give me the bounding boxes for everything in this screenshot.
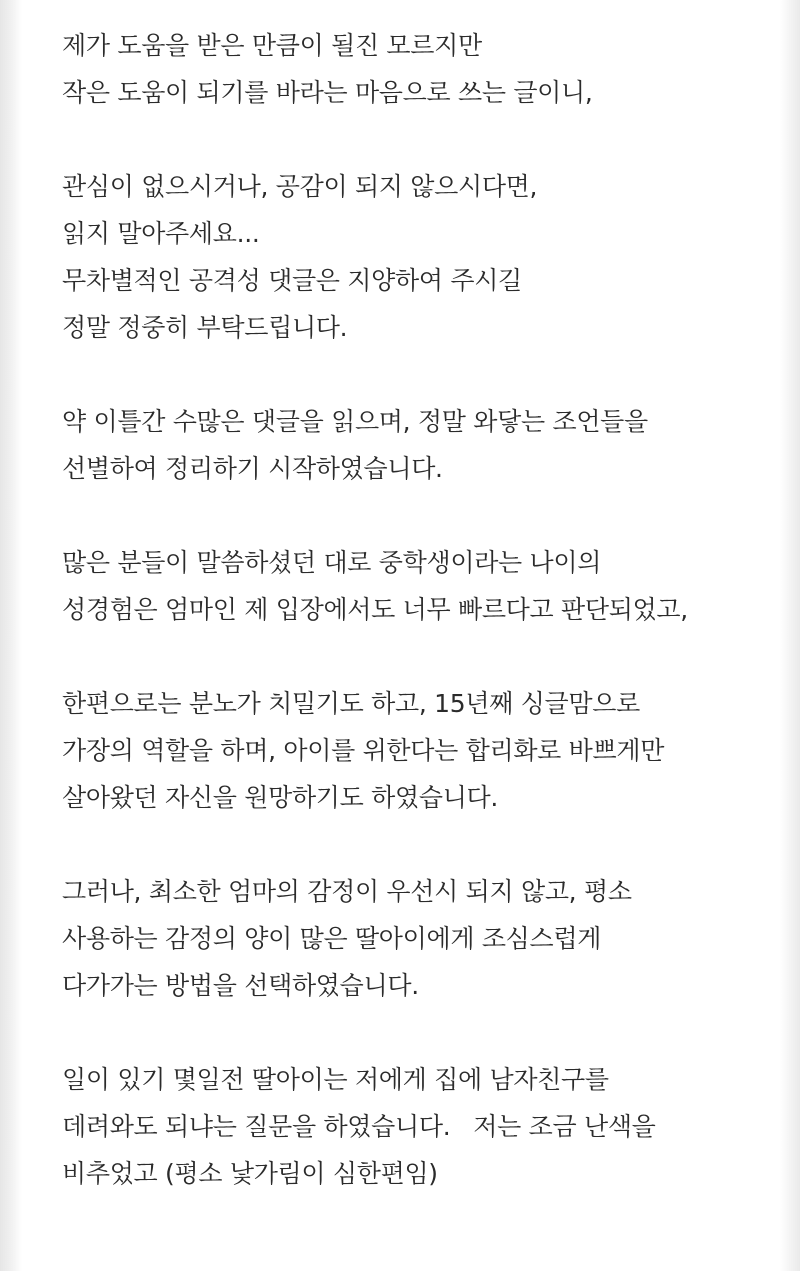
paragraph-spacer bbox=[62, 633, 782, 680]
paragraph bbox=[62, 868, 782, 1009]
text-line: 한편으로는 분노가 치밀기도 하고, 15년째 싱글맘으로 bbox=[62, 689, 640, 718]
paragraph-spacer bbox=[62, 492, 782, 539]
paragraph bbox=[62, 22, 782, 116]
text-line: 가장의 역할을 하며, 아이를 위한다는 합리화로 바쁘게만 bbox=[62, 736, 665, 765]
paragraph bbox=[62, 163, 782, 351]
text-line: 읽지 말아주세요... bbox=[62, 219, 260, 248]
paragraph bbox=[62, 539, 782, 633]
text-line: 데려와도 되냐는 질문을 하였습니다. 저는 조금 난색을 bbox=[62, 1112, 656, 1141]
page-edge-left bbox=[0, 0, 22, 1271]
paragraph-spacer bbox=[62, 351, 782, 398]
text-line: 일이 있기 몇일전 딸아이는 저에게 집에 남자친구를 bbox=[62, 1065, 609, 1094]
text-line: 다가가는 방법을 선택하였습니다. bbox=[62, 971, 419, 1000]
paragraph-spacer bbox=[62, 1009, 782, 1056]
text-line: 그러나, 최소한 엄마의 감정이 우선시 되지 않고, 평소 bbox=[62, 877, 632, 906]
text-line: 사용하는 감정의 양이 많은 딸아이에게 조심스럽게 bbox=[62, 924, 602, 953]
text-line: 많은 분들이 말씀하셨던 대로 중학생이라는 나이의 bbox=[62, 548, 602, 577]
page-edge-right bbox=[780, 0, 800, 1271]
text-line: 제가 도움을 받은 만큼이 될진 모르지만 bbox=[62, 31, 482, 60]
paragraph bbox=[62, 680, 782, 821]
text-line: 살아왔던 자신을 원망하기도 하였습니다. bbox=[62, 783, 499, 812]
paragraph-spacer bbox=[62, 821, 782, 868]
post-body bbox=[62, 22, 782, 1197]
paragraph-spacer bbox=[62, 116, 782, 163]
text-line: 선별하여 정리하기 시작하였습니다. bbox=[62, 454, 443, 483]
text-line: 작은 도움이 되기를 바라는 마음으로 쓰는 글이니, bbox=[62, 78, 593, 107]
text-line: 관심이 없으시거나, 공감이 되지 않으시다면, bbox=[62, 172, 538, 201]
text-line: 무차별적인 공격성 댓글은 지양하여 주시길 bbox=[62, 266, 522, 295]
text-line: 약 이틀간 수많은 댓글을 읽으며, 정말 와닿는 조언들을 bbox=[62, 407, 648, 436]
text-line: 성경험은 엄마인 제 입장에서도 너무 빠르다고 판단되었고, bbox=[62, 595, 688, 624]
paragraph bbox=[62, 398, 782, 492]
text-line: 비추었고 (평소 낯가림이 심한편임) bbox=[62, 1159, 438, 1188]
paragraph bbox=[62, 1056, 782, 1197]
text-line: 정말 정중히 부탁드립니다. bbox=[62, 313, 348, 342]
